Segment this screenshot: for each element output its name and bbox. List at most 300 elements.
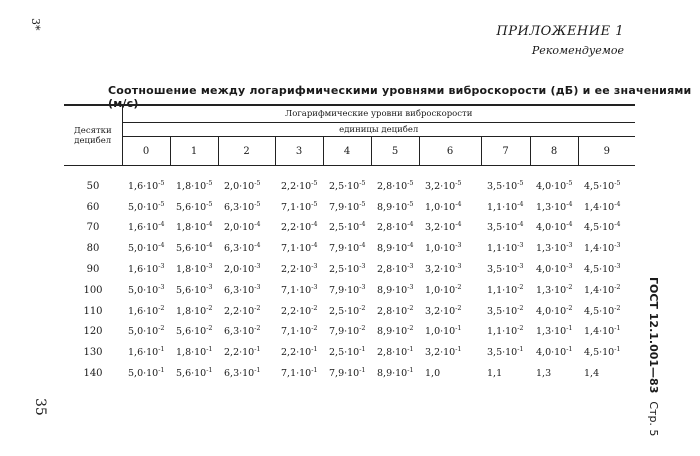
cell-mantissa: 6,3·10 bbox=[224, 201, 255, 213]
table-cell bbox=[170, 322, 218, 343]
cell-mantissa: 1,6·10 bbox=[128, 347, 159, 359]
cell-mantissa: 3,2·10 bbox=[425, 305, 456, 317]
cell-mantissa: 7,9·10 bbox=[329, 201, 360, 213]
table-cell bbox=[170, 176, 218, 197]
cell-exponent: -4 bbox=[206, 241, 213, 250]
cell-mantissa: 4,0·10 bbox=[536, 222, 567, 234]
cell-exponent: -1 bbox=[455, 345, 462, 354]
cell-mantissa: 2,2·10 bbox=[281, 347, 312, 359]
table-cell bbox=[481, 280, 530, 301]
cell-exponent: -5 bbox=[566, 178, 573, 187]
table-cell bbox=[323, 301, 371, 322]
cell-mantissa: 5,0·10 bbox=[128, 201, 159, 213]
cell-mantissa: 1,3·10 bbox=[536, 284, 567, 296]
table-cell bbox=[323, 176, 371, 197]
table-cell bbox=[122, 218, 170, 239]
table-cell bbox=[578, 238, 635, 259]
cell-mantissa: 1,8·10 bbox=[176, 222, 207, 234]
cell-mantissa: 2,2·10 bbox=[224, 305, 255, 317]
cell-exponent: -3 bbox=[455, 262, 462, 271]
cell-exponent: -5 bbox=[254, 199, 261, 208]
table-cell bbox=[323, 363, 371, 384]
cell-mantissa: 1,4·10 bbox=[584, 284, 615, 296]
table-cell bbox=[419, 197, 481, 218]
cell-exponent: -2 bbox=[254, 324, 261, 333]
cell-exponent: -2 bbox=[359, 324, 366, 333]
cell-exponent: -2 bbox=[517, 303, 524, 312]
table-cell bbox=[481, 259, 530, 280]
cell-exponent: -4 bbox=[311, 220, 318, 229]
row-label: 80 bbox=[86, 243, 100, 255]
table-row bbox=[64, 238, 635, 259]
table-cell bbox=[481, 342, 530, 363]
table-cell bbox=[323, 280, 371, 301]
cell-exponent: -4 bbox=[206, 220, 213, 229]
cell-exponent: -3 bbox=[517, 262, 524, 271]
cell-exponent: -2 bbox=[455, 282, 462, 291]
cell-mantissa: 2,5·10 bbox=[329, 347, 360, 359]
table-cell bbox=[371, 238, 419, 259]
cell-exponent: -3 bbox=[614, 241, 621, 250]
cell-exponent: -5 bbox=[158, 178, 165, 187]
table-cell bbox=[218, 238, 275, 259]
table-cell bbox=[481, 301, 530, 322]
cell-exponent: -2 bbox=[566, 303, 573, 312]
table-cell bbox=[122, 280, 170, 301]
cell-exponent: -2 bbox=[206, 324, 213, 333]
cell-exponent: -2 bbox=[311, 303, 318, 312]
row-label: 70 bbox=[86, 222, 100, 234]
table-cell bbox=[530, 259, 578, 280]
cell-mantissa: 3,5·10 bbox=[487, 222, 518, 234]
cell-exponent: -3 bbox=[359, 262, 366, 271]
cell-mantissa: 1,1·10 bbox=[487, 326, 518, 338]
table-cell bbox=[530, 363, 578, 384]
table-cell bbox=[170, 280, 218, 301]
cell-mantissa: 1,1·10 bbox=[487, 243, 518, 255]
cell-mantissa: 7,1·10 bbox=[281, 284, 312, 296]
table-cell bbox=[122, 197, 170, 218]
table-cell bbox=[323, 322, 371, 343]
cell-mantissa: 4,0·10 bbox=[536, 347, 567, 359]
table-cell bbox=[371, 176, 419, 197]
cell-exponent: -2 bbox=[614, 282, 621, 291]
cell-mantissa: 1,3·10 bbox=[536, 201, 567, 213]
cell-mantissa: 4,0·10 bbox=[536, 305, 567, 317]
cell-mantissa: 2,8·10 bbox=[377, 347, 408, 359]
cell-mantissa: 5,0·10 bbox=[128, 368, 159, 380]
table-cell bbox=[170, 301, 218, 322]
cell-mantissa: 2,5·10 bbox=[329, 305, 360, 317]
table-cell bbox=[481, 218, 530, 239]
table-cell bbox=[371, 280, 419, 301]
cell-exponent: -3 bbox=[254, 262, 261, 271]
table-cell bbox=[481, 363, 530, 384]
cell-exponent: -1 bbox=[359, 366, 366, 375]
cell-exponent: -2 bbox=[517, 324, 524, 333]
cell-exponent: -2 bbox=[206, 303, 213, 312]
table-cell bbox=[275, 301, 323, 322]
cell-mantissa: 6,3·10 bbox=[224, 284, 255, 296]
cell-mantissa: 7,9·10 bbox=[329, 243, 360, 255]
table-cell bbox=[170, 197, 218, 218]
table-cell bbox=[122, 342, 170, 363]
cell-exponent: -5 bbox=[158, 199, 165, 208]
table-cell bbox=[530, 176, 578, 197]
cell-mantissa: 1,1 bbox=[487, 368, 503, 380]
conversion-table bbox=[64, 104, 635, 384]
table-cell bbox=[371, 301, 419, 322]
cell-exponent: -4 bbox=[359, 241, 366, 250]
cell-mantissa: 7,1·10 bbox=[281, 243, 312, 255]
table-cell bbox=[530, 342, 578, 363]
cell-mantissa: 1,8·10 bbox=[176, 180, 207, 192]
table-row bbox=[64, 197, 635, 218]
table-cell bbox=[218, 176, 275, 197]
cell-exponent: -2 bbox=[517, 282, 524, 291]
table-cell bbox=[275, 280, 323, 301]
cell-exponent: -3 bbox=[407, 262, 414, 271]
cell-exponent: -5 bbox=[407, 199, 414, 208]
cell-mantissa: 2,2·10 bbox=[281, 264, 312, 276]
cell-exponent: -5 bbox=[407, 178, 414, 187]
cell-mantissa: 1,6·10 bbox=[128, 222, 159, 234]
cell-mantissa: 3,5·10 bbox=[487, 180, 518, 192]
table-cell bbox=[371, 342, 419, 363]
table-cell bbox=[170, 259, 218, 280]
cell-mantissa: 2,2·10 bbox=[281, 222, 312, 234]
page-corner-mark: 3* bbox=[29, 18, 42, 31]
table-row bbox=[64, 322, 635, 343]
cell-mantissa: 5,0·10 bbox=[128, 243, 159, 255]
cell-mantissa: 6,3·10 bbox=[224, 368, 255, 380]
table-cell bbox=[419, 218, 481, 239]
table-cell bbox=[323, 259, 371, 280]
table-cell bbox=[122, 259, 170, 280]
cell-exponent: -1 bbox=[311, 345, 318, 354]
cell-mantissa: 2,5·10 bbox=[329, 222, 360, 234]
table-cell bbox=[419, 238, 481, 259]
cell-exponent: -3 bbox=[158, 262, 165, 271]
column-header: 0 bbox=[122, 137, 170, 166]
cell-mantissa: 7,9·10 bbox=[329, 368, 360, 380]
row-label: 110 bbox=[83, 305, 103, 317]
cell-mantissa: 5,6·10 bbox=[176, 201, 207, 213]
cell-exponent: -3 bbox=[566, 262, 573, 271]
cell-exponent: -5 bbox=[517, 178, 524, 187]
cell-exponent: -1 bbox=[566, 324, 573, 333]
cell-mantissa: 7,1·10 bbox=[281, 326, 312, 338]
cell-mantissa: 2,8·10 bbox=[377, 180, 408, 192]
cell-exponent: -2 bbox=[158, 303, 165, 312]
cell-mantissa: 3,2·10 bbox=[425, 222, 456, 234]
table-cell bbox=[323, 238, 371, 259]
cell-exponent: -3 bbox=[614, 262, 621, 271]
cell-exponent: -4 bbox=[614, 220, 621, 229]
cell-exponent: -3 bbox=[158, 282, 165, 291]
cell-exponent: -4 bbox=[407, 220, 414, 229]
table-cell bbox=[275, 238, 323, 259]
table-row bbox=[64, 301, 635, 322]
table-cell bbox=[122, 363, 170, 384]
table-cell bbox=[530, 218, 578, 239]
cell-mantissa: 1,0·10 bbox=[425, 201, 456, 213]
cell-mantissa: 1,3·10 bbox=[536, 243, 567, 255]
cell-exponent: -5 bbox=[359, 178, 366, 187]
cell-mantissa: 8,9·10 bbox=[377, 284, 408, 296]
cell-mantissa: 1,4·10 bbox=[584, 326, 615, 338]
table-row bbox=[64, 259, 635, 280]
cell-mantissa: 2,2·10 bbox=[224, 347, 255, 359]
table-cell bbox=[371, 259, 419, 280]
cell-exponent: -4 bbox=[517, 199, 524, 208]
cell-exponent: -2 bbox=[407, 303, 414, 312]
table-cell bbox=[218, 280, 275, 301]
cell-mantissa: 1,3·10 bbox=[536, 326, 567, 338]
cell-exponent: -5 bbox=[254, 178, 261, 187]
row-label: 100 bbox=[83, 284, 103, 296]
cell-exponent: -2 bbox=[566, 282, 573, 291]
cell-mantissa: 8,9·10 bbox=[377, 326, 408, 338]
table-cell bbox=[371, 197, 419, 218]
table-cell bbox=[578, 280, 635, 301]
side-label bbox=[647, 277, 660, 436]
cell-exponent: -3 bbox=[517, 241, 524, 250]
cell-mantissa: 1,3 bbox=[536, 368, 552, 380]
cell-mantissa: 4,0·10 bbox=[536, 180, 567, 192]
cell-exponent: -1 bbox=[517, 345, 524, 354]
cell-exponent: -3 bbox=[254, 282, 261, 291]
cell-exponent: -3 bbox=[311, 262, 318, 271]
cell-exponent: -2 bbox=[455, 303, 462, 312]
table-cell bbox=[122, 176, 170, 197]
cell-exponent: -2 bbox=[407, 324, 414, 333]
table-cell bbox=[578, 363, 635, 384]
cell-mantissa: 4,0·10 bbox=[536, 264, 567, 276]
table-cell bbox=[419, 342, 481, 363]
cell-mantissa: 1,1·10 bbox=[487, 284, 518, 296]
column-header: 8 bbox=[530, 137, 578, 166]
cell-exponent: -2 bbox=[614, 303, 621, 312]
cell-mantissa: 2,8·10 bbox=[377, 305, 408, 317]
cell-mantissa: 1,6·10 bbox=[128, 305, 159, 317]
table-cell bbox=[170, 218, 218, 239]
table-cell bbox=[122, 301, 170, 322]
cell-exponent: -4 bbox=[359, 220, 366, 229]
cell-mantissa: 1,4·10 bbox=[584, 243, 615, 255]
cell-exponent: -5 bbox=[614, 178, 621, 187]
cell-exponent: -1 bbox=[614, 345, 621, 354]
appendix-subtitle: Рекомендуемое bbox=[531, 44, 624, 57]
appendix-title: ПРИЛОЖЕНИЕ 1 bbox=[496, 24, 624, 39]
cell-exponent: -4 bbox=[566, 199, 573, 208]
table-cell bbox=[275, 259, 323, 280]
cell-exponent: -5 bbox=[311, 178, 318, 187]
cell-mantissa: 2,5·10 bbox=[329, 180, 360, 192]
page-number: 35 bbox=[32, 398, 48, 416]
cell-mantissa: 5,6·10 bbox=[176, 243, 207, 255]
cell-mantissa: 2,8·10 bbox=[377, 264, 408, 276]
cell-exponent: -1 bbox=[254, 345, 261, 354]
column-header: 9 bbox=[578, 137, 635, 166]
table-cell bbox=[218, 342, 275, 363]
cell-mantissa: 4,5·10 bbox=[584, 347, 615, 359]
row-label: 90 bbox=[86, 264, 100, 276]
table-cell bbox=[578, 342, 635, 363]
table-cell bbox=[371, 363, 419, 384]
table-cell bbox=[578, 197, 635, 218]
table-cell bbox=[530, 322, 578, 343]
column-header: 7 bbox=[481, 137, 530, 166]
cell-mantissa: 7,9·10 bbox=[329, 326, 360, 338]
cell-mantissa: 1,8·10 bbox=[176, 264, 207, 276]
table-cell bbox=[530, 238, 578, 259]
cell-mantissa: 5,6·10 bbox=[176, 284, 207, 296]
cell-exponent: -2 bbox=[254, 303, 261, 312]
cell-mantissa: 6,3·10 bbox=[224, 326, 255, 338]
table-cell bbox=[275, 322, 323, 343]
cell-mantissa: 4,5·10 bbox=[584, 180, 615, 192]
table-cell bbox=[530, 197, 578, 218]
cell-exponent: -5 bbox=[311, 199, 318, 208]
cell-mantissa: 2,8·10 bbox=[377, 222, 408, 234]
table-cell bbox=[419, 176, 481, 197]
row-label: 50 bbox=[86, 180, 100, 192]
table-cell bbox=[419, 280, 481, 301]
table-cell bbox=[419, 259, 481, 280]
cell-exponent: -5 bbox=[359, 199, 366, 208]
cell-exponent: -4 bbox=[455, 220, 462, 229]
row-label: 120 bbox=[83, 326, 103, 338]
table-cell bbox=[578, 259, 635, 280]
cell-mantissa: 3,5·10 bbox=[487, 264, 518, 276]
cell-mantissa: 7,1·10 bbox=[281, 368, 312, 380]
cell-mantissa: 4,5·10 bbox=[584, 264, 615, 276]
cell-exponent: -1 bbox=[407, 366, 414, 375]
cell-mantissa: 1,4 bbox=[584, 368, 600, 380]
cell-exponent: -3 bbox=[206, 262, 213, 271]
cell-exponent: -2 bbox=[359, 303, 366, 312]
row-label: 130 bbox=[83, 347, 103, 359]
table-cell bbox=[275, 176, 323, 197]
cell-exponent: -3 bbox=[359, 282, 366, 291]
table-cell bbox=[578, 176, 635, 197]
cell-mantissa: 5,6·10 bbox=[176, 368, 207, 380]
table-cell bbox=[419, 301, 481, 322]
column-header: 5 bbox=[371, 137, 419, 166]
cell-mantissa: 1,8·10 bbox=[176, 347, 207, 359]
cell-mantissa: 1,4·10 bbox=[584, 201, 615, 213]
column-header: 6 bbox=[419, 137, 481, 166]
table-row bbox=[64, 342, 635, 363]
cell-exponent: -3 bbox=[407, 282, 414, 291]
table-cell bbox=[323, 218, 371, 239]
cell-exponent: -3 bbox=[311, 282, 318, 291]
cell-exponent: -1 bbox=[359, 345, 366, 354]
cell-mantissa: 5,0·10 bbox=[128, 284, 159, 296]
row-label: 60 bbox=[86, 201, 100, 213]
cell-exponent: -3 bbox=[566, 241, 573, 250]
table-cell bbox=[578, 322, 635, 343]
table-cell bbox=[371, 322, 419, 343]
cell-mantissa: 8,9·10 bbox=[377, 368, 408, 380]
cell-mantissa: 2,2·10 bbox=[281, 180, 312, 192]
main-header: Логарифмические уровни виброскорости bbox=[122, 105, 635, 123]
table-cell bbox=[218, 259, 275, 280]
cell-mantissa: 7,9·10 bbox=[329, 284, 360, 296]
cell-mantissa: 1,8·10 bbox=[176, 305, 207, 317]
cell-exponent: -3 bbox=[206, 282, 213, 291]
row-header: Десятки децибел bbox=[64, 105, 122, 166]
table-row bbox=[64, 176, 635, 197]
cell-exponent: -1 bbox=[566, 345, 573, 354]
table-cell bbox=[578, 301, 635, 322]
table-cell bbox=[218, 363, 275, 384]
table-cell bbox=[218, 197, 275, 218]
cell-mantissa: 1,6·10 bbox=[128, 264, 159, 276]
cell-exponent: -4 bbox=[254, 241, 261, 250]
cell-exponent: -4 bbox=[566, 220, 573, 229]
cell-exponent: -1 bbox=[206, 366, 213, 375]
table-cell bbox=[275, 363, 323, 384]
cell-exponent: -4 bbox=[311, 241, 318, 250]
table-cell bbox=[323, 197, 371, 218]
column-header: 3 bbox=[275, 137, 323, 166]
table-cell bbox=[170, 342, 218, 363]
cell-exponent: -4 bbox=[517, 220, 524, 229]
table-cell bbox=[275, 197, 323, 218]
table-cell bbox=[481, 176, 530, 197]
cell-exponent: -2 bbox=[158, 324, 165, 333]
table-cell bbox=[481, 238, 530, 259]
cell-mantissa: 3,2·10 bbox=[425, 264, 456, 276]
cell-mantissa: 3,5·10 bbox=[487, 305, 518, 317]
table-cell bbox=[275, 218, 323, 239]
table-cell bbox=[578, 218, 635, 239]
cell-exponent: -1 bbox=[455, 324, 462, 333]
table-cell bbox=[122, 238, 170, 259]
table-caption: Соотношение между логарифмическими уровнями виброскорости (дБ) и ее значениями (м/с) bbox=[108, 84, 692, 110]
cell-mantissa: 4,5·10 bbox=[584, 305, 615, 317]
cell-mantissa: 2,0·10 bbox=[224, 264, 255, 276]
cell-mantissa: 3,2·10 bbox=[425, 347, 456, 359]
cell-exponent: -1 bbox=[206, 345, 213, 354]
cell-mantissa: 1,6·10 bbox=[128, 180, 159, 192]
cell-exponent: -5 bbox=[455, 178, 462, 187]
cell-exponent: -5 bbox=[206, 178, 213, 187]
column-header: 1 bbox=[170, 137, 218, 166]
cell-mantissa: 3,2·10 bbox=[425, 180, 456, 192]
cell-exponent: -4 bbox=[455, 199, 462, 208]
table-cell bbox=[481, 197, 530, 218]
cell-mantissa: 4,5·10 bbox=[584, 222, 615, 234]
cell-mantissa: 5,0·10 bbox=[128, 326, 159, 338]
cell-exponent: -1 bbox=[311, 366, 318, 375]
cell-mantissa: 2,5·10 bbox=[329, 264, 360, 276]
cell-exponent: -1 bbox=[407, 345, 414, 354]
cell-exponent: -1 bbox=[614, 324, 621, 333]
standard-designation: ГОСТ 12.1.001—83 bbox=[647, 277, 660, 394]
cell-mantissa: 8,9·10 bbox=[377, 201, 408, 213]
cell-exponent: -4 bbox=[254, 220, 261, 229]
cell-mantissa: 3,5·10 bbox=[487, 347, 518, 359]
table-row bbox=[64, 218, 635, 239]
table-cell bbox=[419, 322, 481, 343]
row-label: 140 bbox=[83, 368, 103, 380]
table-cell bbox=[371, 218, 419, 239]
cell-mantissa: 2,2·10 bbox=[281, 305, 312, 317]
cell-exponent: -1 bbox=[254, 366, 261, 375]
